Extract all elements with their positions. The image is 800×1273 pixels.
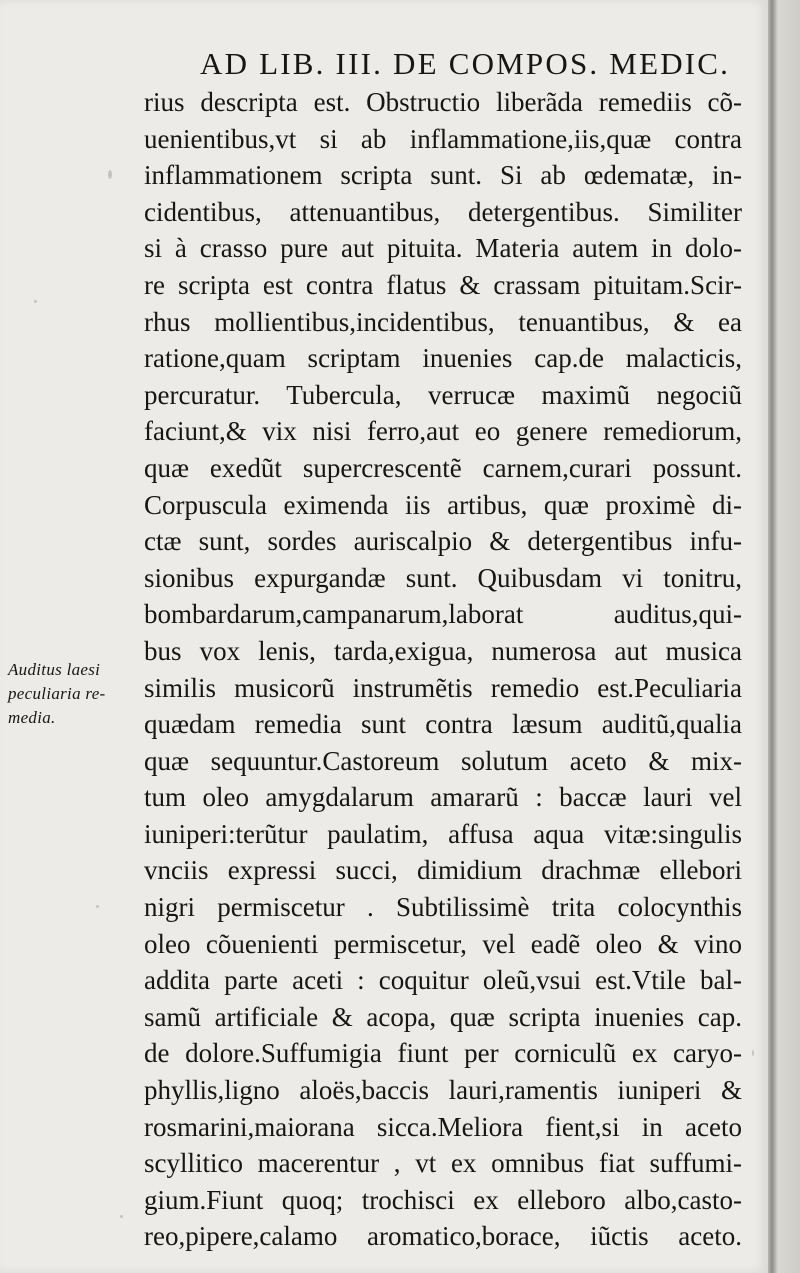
text-line: inflammationem scripta sunt. Si ab œdematæ, in- [144, 160, 742, 191]
text-line: nigri permiscetur . Subtilissimè trita colocynthis [144, 892, 742, 923]
text-line: ctæ sunt, sordes auriscalpio & detergentibus infu- [144, 526, 742, 557]
body-text [144, 84, 742, 1255]
marginal-note-line: peculiaria re- [8, 684, 106, 703]
text-line: iuniperi:terũtur paulatim, affusa aqua vitæ:singulis [144, 818, 742, 849]
text-line: gium.Fiunt quoq; trochisci ex elleboro albo,casto- [144, 1184, 742, 1215]
paper-speck [120, 1215, 123, 1218]
text-line: reo,pipere,calamo aromatico,borace, iũctis aceto. [144, 1221, 742, 1252]
text-line: cidentibus, attenuantibus, detergentibus. Similiter [144, 196, 742, 227]
paper-speck [96, 905, 99, 908]
text-line: vnciis expressi succi, dimidium drachmæ ellebori [144, 855, 742, 886]
marginal-note-line: Auditus laesi [8, 660, 101, 679]
text-line: oleo cõuenienti permiscetur, vel eadẽ oleo & vino [144, 928, 742, 959]
text-line: tum oleo amygdalarum amararũ : baccæ lauri vel [144, 782, 742, 813]
text-line: Corpuscula eximenda iis artibus, quæ proximè di- [144, 489, 742, 520]
text-line: scyllitico macerentur , vt ex omnibus fiat suffumi- [144, 1148, 742, 1179]
text-line: addita parte aceti : coquitur oleũ,vsui est.Vtile bal- [144, 965, 742, 996]
paper-speck [108, 170, 112, 179]
text-line: samũ artificiale & acopa, quæ scripta inuenies cap. [144, 1001, 742, 1032]
paper-speck [34, 300, 37, 303]
text-line: rhus mollientibus,incidentibus, tenuantibus, & ea [144, 306, 742, 337]
text-line: phyllis,ligno aloës,baccis lauri,ramentis iuniperi & [144, 1075, 742, 1106]
text-line: quæ exedũt supercrescentẽ carnem,curari possunt. [144, 452, 742, 483]
text-line: quæ sequuntur.Castoreum solutum aceto & mix- [144, 745, 742, 776]
text-line: rius descripta est. Obstructio liberãda remediis cõ- [144, 87, 742, 117]
text-line: sionibus expurgandæ sunt. Quibusdam vi tonitru, [144, 562, 742, 593]
marginal-note-line: media. [8, 708, 56, 727]
text-line: de dolore.Suffumigia fiunt per corniculũ ex caryo- [144, 1038, 742, 1069]
text-line: quædam remedia sunt contra læsum auditũ,qualia [144, 709, 742, 740]
text-line: similis musicorũ instrumẽtis remedio est.Peculiaria [144, 672, 742, 703]
running-header: AD LIB. III. DE COMPOS. MEDIC. [200, 46, 731, 81]
text-line: bus vox lenis, tarda,exigua, numerosa aut musica [144, 635, 742, 666]
marginal-note [8, 658, 142, 730]
page-edge [768, 0, 800, 1273]
text-line: re scripta est contra flatus & crassam pituitam.Scir- [144, 269, 742, 300]
text-line: si à crasso pure aut pituita. Materia autem in dolo- [144, 233, 742, 264]
text-line: uenientibus,vt si ab inflammatione,iis,quæ contra [144, 123, 742, 154]
text-line: faciunt,& vix nisi ferro,aut eo genere remediorum, [144, 416, 742, 447]
text-line: percuratur. Tubercula, verrucæ maximũ negociũ [144, 379, 742, 410]
text-line: ratione,quam scriptam inuenies cap.de malacticis, [144, 343, 742, 374]
paper-speck [752, 1050, 754, 1056]
text-line: rosmarini,maiorana sicca.Meliora fient,si in aceto [144, 1111, 742, 1142]
text-line: bombardarum,campanarum,laborat auditus,qui- [144, 599, 742, 630]
